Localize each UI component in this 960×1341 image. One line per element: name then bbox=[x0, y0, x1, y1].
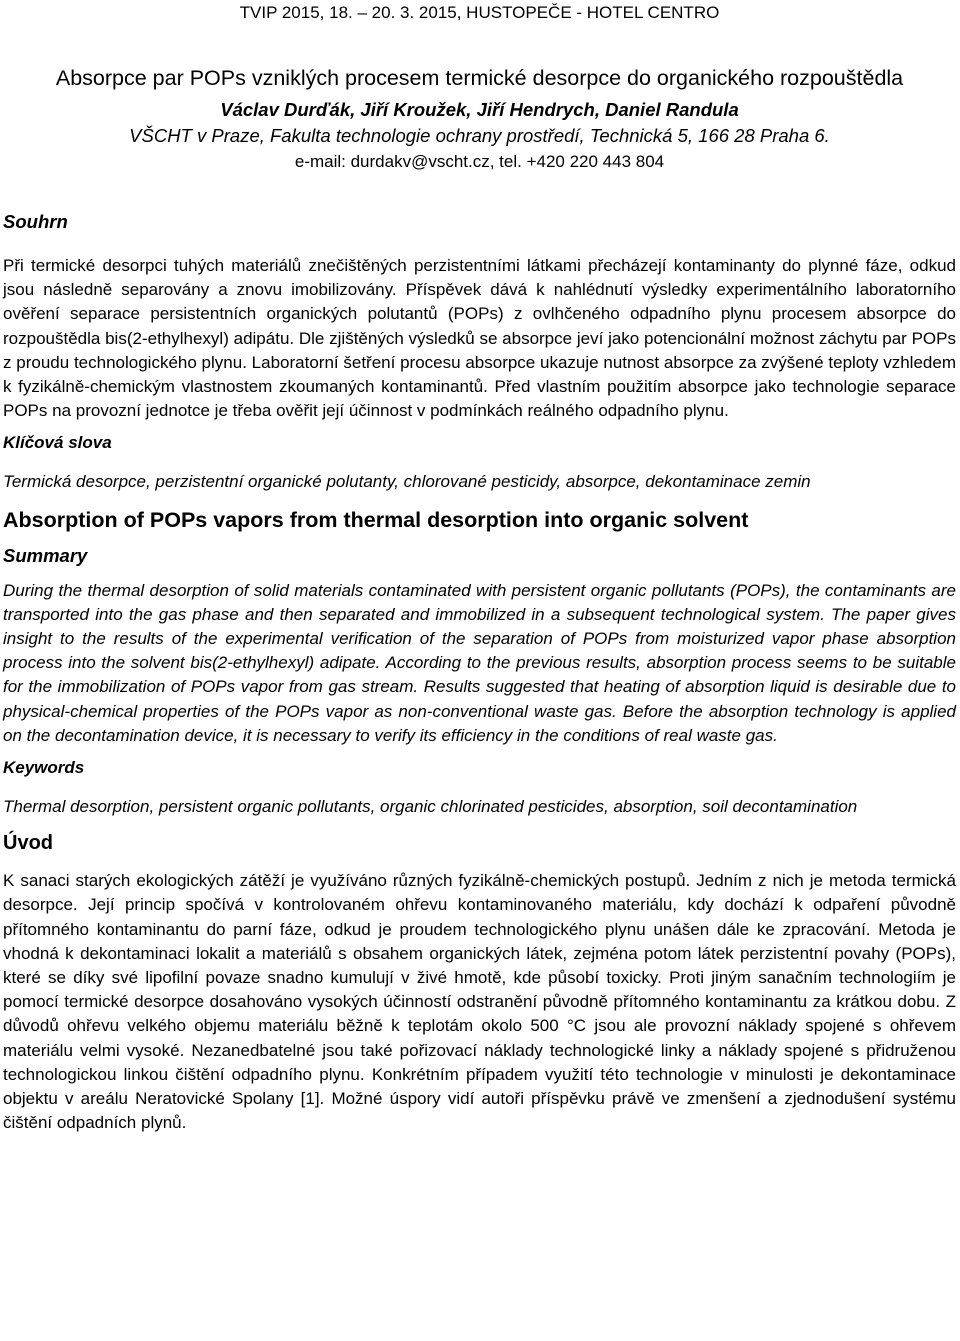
authors: Václav Durďák, Jiří Kroužek, Jiří Hendrych, Daniel Randula bbox=[220, 99, 739, 120]
contact-info: e-mail: durdakv@vscht.cz, tel. +420 220 443 804 bbox=[294, 152, 665, 171]
summary-heading: Summary bbox=[3, 544, 88, 566]
conference-header: TVIP 2015, 18. – 20. 3. 2015, HUSTOPEČE - HOTEL CENTRO bbox=[239, 3, 720, 22]
souhrn-heading: Souhrn bbox=[3, 211, 68, 232]
klicova-slova-text: Termická desorpce, perzistentní organické polutanty, chlorované pesticidy, absorpce, dekontaminace zemin bbox=[3, 472, 811, 492]
keywords-text: Thermal desorption, persistent organic pollutants, organic chlorinated pesticides, absorption, soil decontamination bbox=[3, 797, 858, 817]
uvod-text: K sanaci starých ekologických zátěží je využíváno různých fyzikálně-chemických postupů. Jedním z nich je metoda termická desorpce. Její princip spočívá v kontrolovaném ohřevu kontaminovaného materiálu, kdy dochází k odpaření původně přítomného kontaminantu do parní fáze, odkud je proudem technologického plynu unášen dále ke zpracování. Metoda je vhodná k dekontaminaci lokalit a materiálů s obsahem organických látek, zejména potom látek perzistentní povahy (POPs), které se díky své lipofilní povaze snadno kumulují v živé hmotě, kde působí toxicky. Proti jiným sanačním technologiím je pomocí termické desorpce dosahováno vysokých účinností odstranění původně přítomného kontaminantu za krátkou dobu. Z důvodů ohřevu velkého objemu materiálu běžně k teplotám okolo 500 °C jsou ale provozní náklady spojené s ohřevem materiálu velmi vysoké. Nezanedbatelné jsou také pořizovací náklady technologické linky a náklady spojené s přidruženou technologickou linkou čištění odpadního plynu. Konkrétním případem využití této technologie v minulosti je dekontaminace objektu v areálu Neratovické Spolany [1]. Možné úspory vidí autoři příspěvku právě ve zmenšení a zjednodušení systému čištění odpadních plynů. bbox=[3, 871, 956, 1133]
keywords-heading: Keywords bbox=[3, 758, 85, 778]
souhrn-text: Při termické desorpci tuhých materiálů znečištěných perzistentními látkami přecházejí kontaminanty do plynné fáze, odkud jsou následně separovány a znovu imobilizovány. Příspěvek dává k nahlédnutí výsledky experimentálního laboratorního ověření separace persistentních organických polutantů (POPs) z ovlhčeného odpadního plynu procesem absorpce do rozpouštědla bis(2-ethylhexyl) adipátu. Dle zjištěných výsledků se absorpce jeví jako potencionální možnost záchytu par POPs z proudu technologického plynu. Laboratorní šetření procesu absorpce ukazuje nutnost absorpce za zvýšené teploty vzhledem k fyzikálně-chemickým vlastnostem zkoumaných kontaminantů. Před vlastním použitím absorpce jako technologie separace POPs na provozní jednotce je třeba ověřit její účinnost v podmínkách reálného odpadního plynu. bbox=[3, 256, 956, 421]
summary-text: During the thermal desorption of solid materials contaminated with persistent organic pollutants (POPs), the contaminants are transported into the gas phase and then separated and immobilized in a subsequent technological system. The paper gives insight to the results of the experimental verification of the separation of POPs from moisturized vapor phase absorption process into the solvent bis(2-ethylhexyl) adipate. According to the previous results, absorption process seems to be suitable for the immobilization of POPs vapor from gas stream. Results suggested that heating of absorption liquid is desirable due to physical-chemical properties of the POPs vapor as non-conventional waste gas. Before the absorption technology is applied on the decontamination device, it is necessary to verify its efficiency in the conditions of real waste gas. bbox=[3, 580, 956, 745]
uvod-heading: Úvod bbox=[3, 832, 53, 855]
affiliation: VŠCHT v Praze, Fakulta technologie ochrany prostředí, Technická 5, 166 28 Praha 6. bbox=[129, 125, 830, 146]
paper-title-cz: Absorpce par POPs vzniklých procesem termické desorpce do organického rozpouštědla bbox=[55, 66, 904, 90]
paper-title-en: Absorption of POPs vapors from thermal desorption into organic solvent bbox=[3, 507, 749, 532]
paper-page bbox=[3, 0, 956, 1135]
klicova-slova-heading: Klíčová slova bbox=[3, 433, 112, 453]
